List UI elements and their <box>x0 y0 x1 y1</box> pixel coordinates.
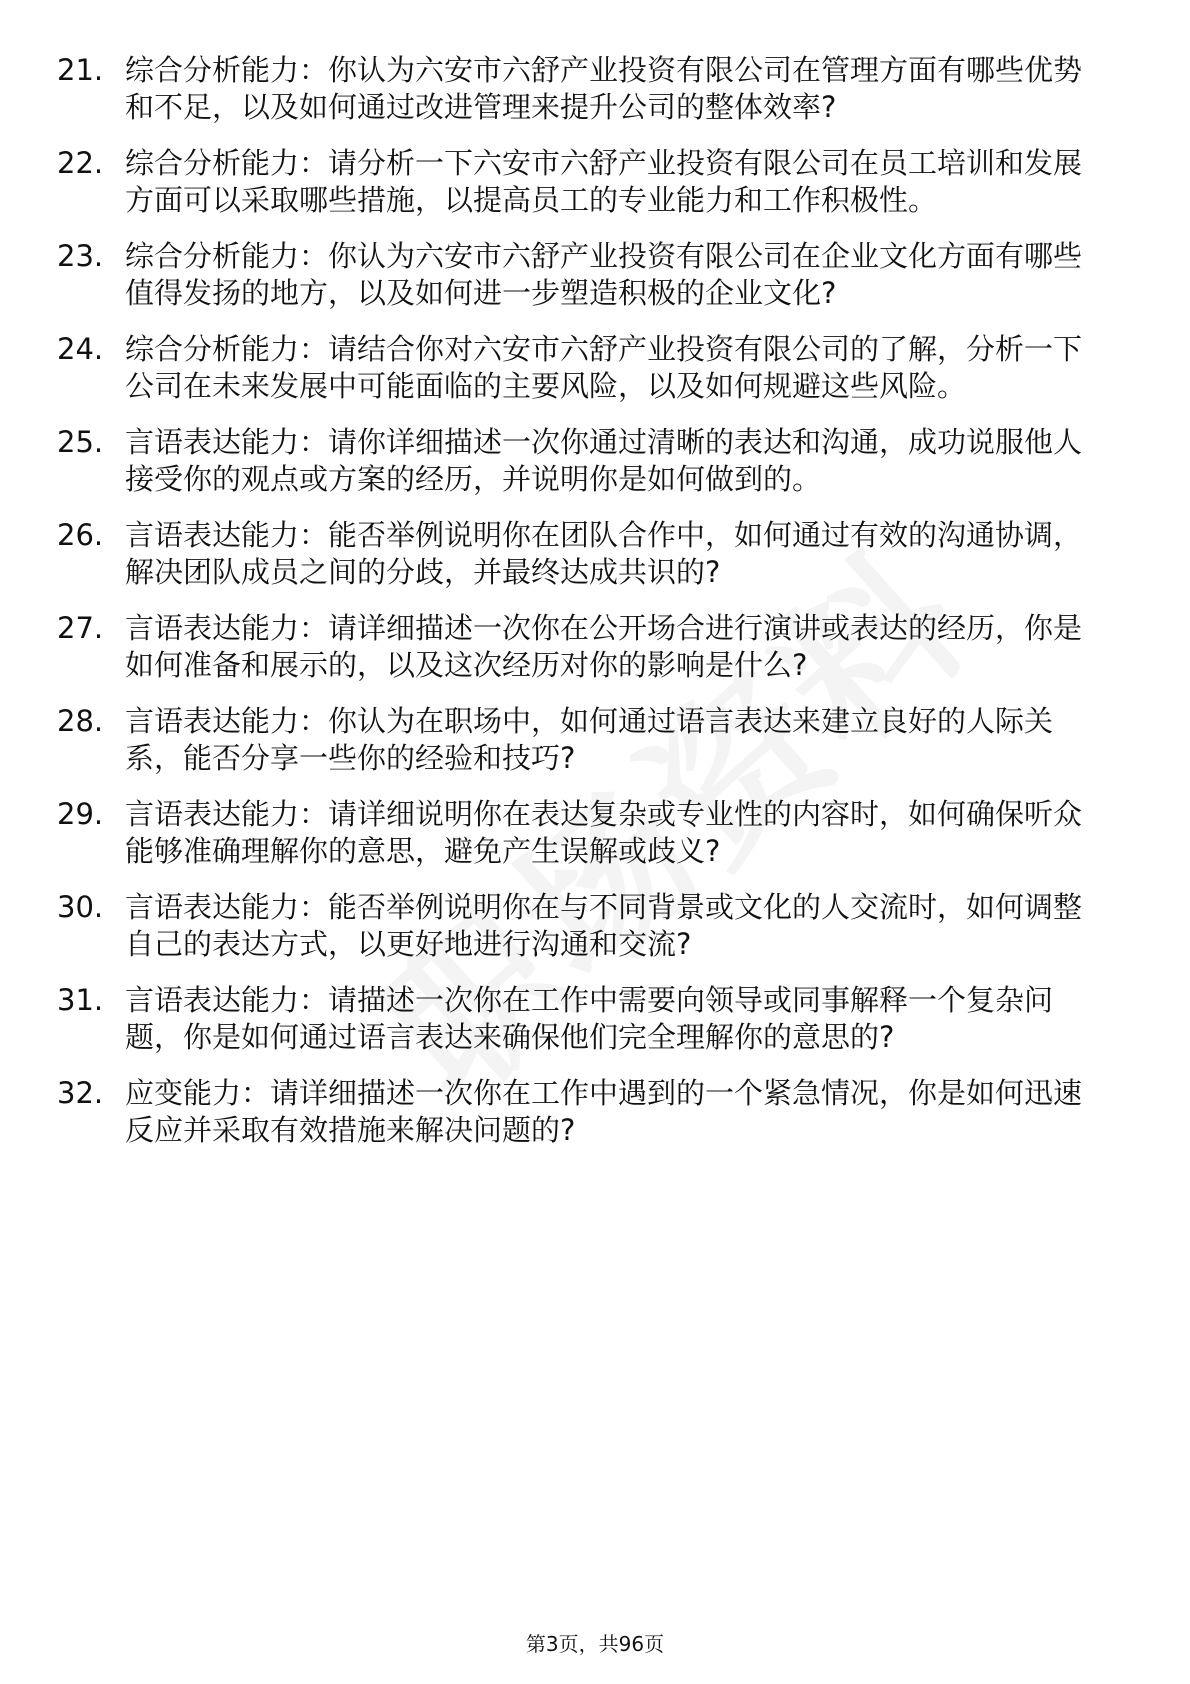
question-item-32 <box>57 1075 1107 1149</box>
question-number: 24. <box>57 332 104 366</box>
question-text: 言语表达能力：你认为在职场中，如何通过语言表达来建立良好的人际关系，能否分享一些你的经验和技巧? <box>125 704 1054 775</box>
question-list <box>57 52 1107 1168</box>
question-text: 综合分析能力：你认为六安市六舒产业投资有限公司在管理方面有哪些优势和不足，以及如何通过改进管理来提升公司的整体效率? <box>125 53 1083 124</box>
question-number: 31. <box>57 983 104 1017</box>
question-text: 言语表达能力：请详细描述一次你在公开场合进行演讲或表达的经历，你是如何准备和展示的，以及这次经历对你的影响是什么? <box>125 611 1083 682</box>
question-number: 27. <box>57 611 104 645</box>
question-item-25 <box>57 424 1107 498</box>
question-text: 言语表达能力：请描述一次你在工作中需要向领导或同事解释一个复杂问题，你是如何通过语言表达来确保他们完全理解你的意思的? <box>125 983 1054 1054</box>
question-number: 32. <box>57 1076 104 1110</box>
question-number: 30. <box>57 890 104 924</box>
question-number: 29. <box>57 797 104 831</box>
question-item-31 <box>57 982 1107 1056</box>
question-text: 言语表达能力：能否举例说明你在与不同背景或文化的人交流时，如何调整自己的表达方式，以更好地进行沟通和交流? <box>125 890 1083 961</box>
question-text: 综合分析能力：你认为六安市六舒产业投资有限公司在企业文化方面有哪些值得发扬的地方，以及如何进一步塑造积极的企业文化? <box>125 239 1083 310</box>
question-number: 21. <box>57 53 104 87</box>
question-number: 23. <box>57 239 104 273</box>
question-number: 25. <box>57 425 104 459</box>
question-text: 言语表达能力：请你详细描述一次你通过清晰的表达和沟通，成功说服他人接受你的观点或方案的经历，并说明你是如何做到的。 <box>125 425 1083 496</box>
page-footer: 第3页，共96页 <box>525 1632 665 1656</box>
question-text: 综合分析能力：请分析一下六安市六舒产业投资有限公司在员工培训和发展方面可以采取哪些措施，以提高员工的专业能力和工作积极性。 <box>125 146 1083 217</box>
question-item-24 <box>57 331 1107 405</box>
question-number: 22. <box>57 146 104 180</box>
question-number: 26. <box>57 518 104 552</box>
question-item-28 <box>57 703 1107 777</box>
question-number: 28. <box>57 704 104 738</box>
question-item-27 <box>57 610 1107 684</box>
question-text: 综合分析能力：请结合你对六安市六舒产业投资有限公司的了解，分析一下公司在未来发展中可能面临的主要风险，以及如何规避这些风险。 <box>125 332 1083 403</box>
question-text: 言语表达能力：能否举例说明你在团队合作中，如何通过有效的沟通协调，解决团队成员之间的分歧，并最终达成共识的? <box>125 518 1083 589</box>
question-item-21 <box>57 52 1107 126</box>
question-text: 应变能力：请详细描述一次你在工作中遇到的一个紧急情况，你是如何迅速反应并采取有效措施来解决问题的? <box>125 1076 1083 1147</box>
question-item-30 <box>57 889 1107 963</box>
question-item-29 <box>57 796 1107 870</box>
question-item-22 <box>57 145 1107 219</box>
question-item-26 <box>57 517 1107 591</box>
question-text: 言语表达能力：请详细说明你在表达复杂或专业性的内容时，如何确保听众能够准确理解你的意思，避免产生误解或歧义? <box>125 797 1083 868</box>
question-item-23 <box>57 238 1107 312</box>
